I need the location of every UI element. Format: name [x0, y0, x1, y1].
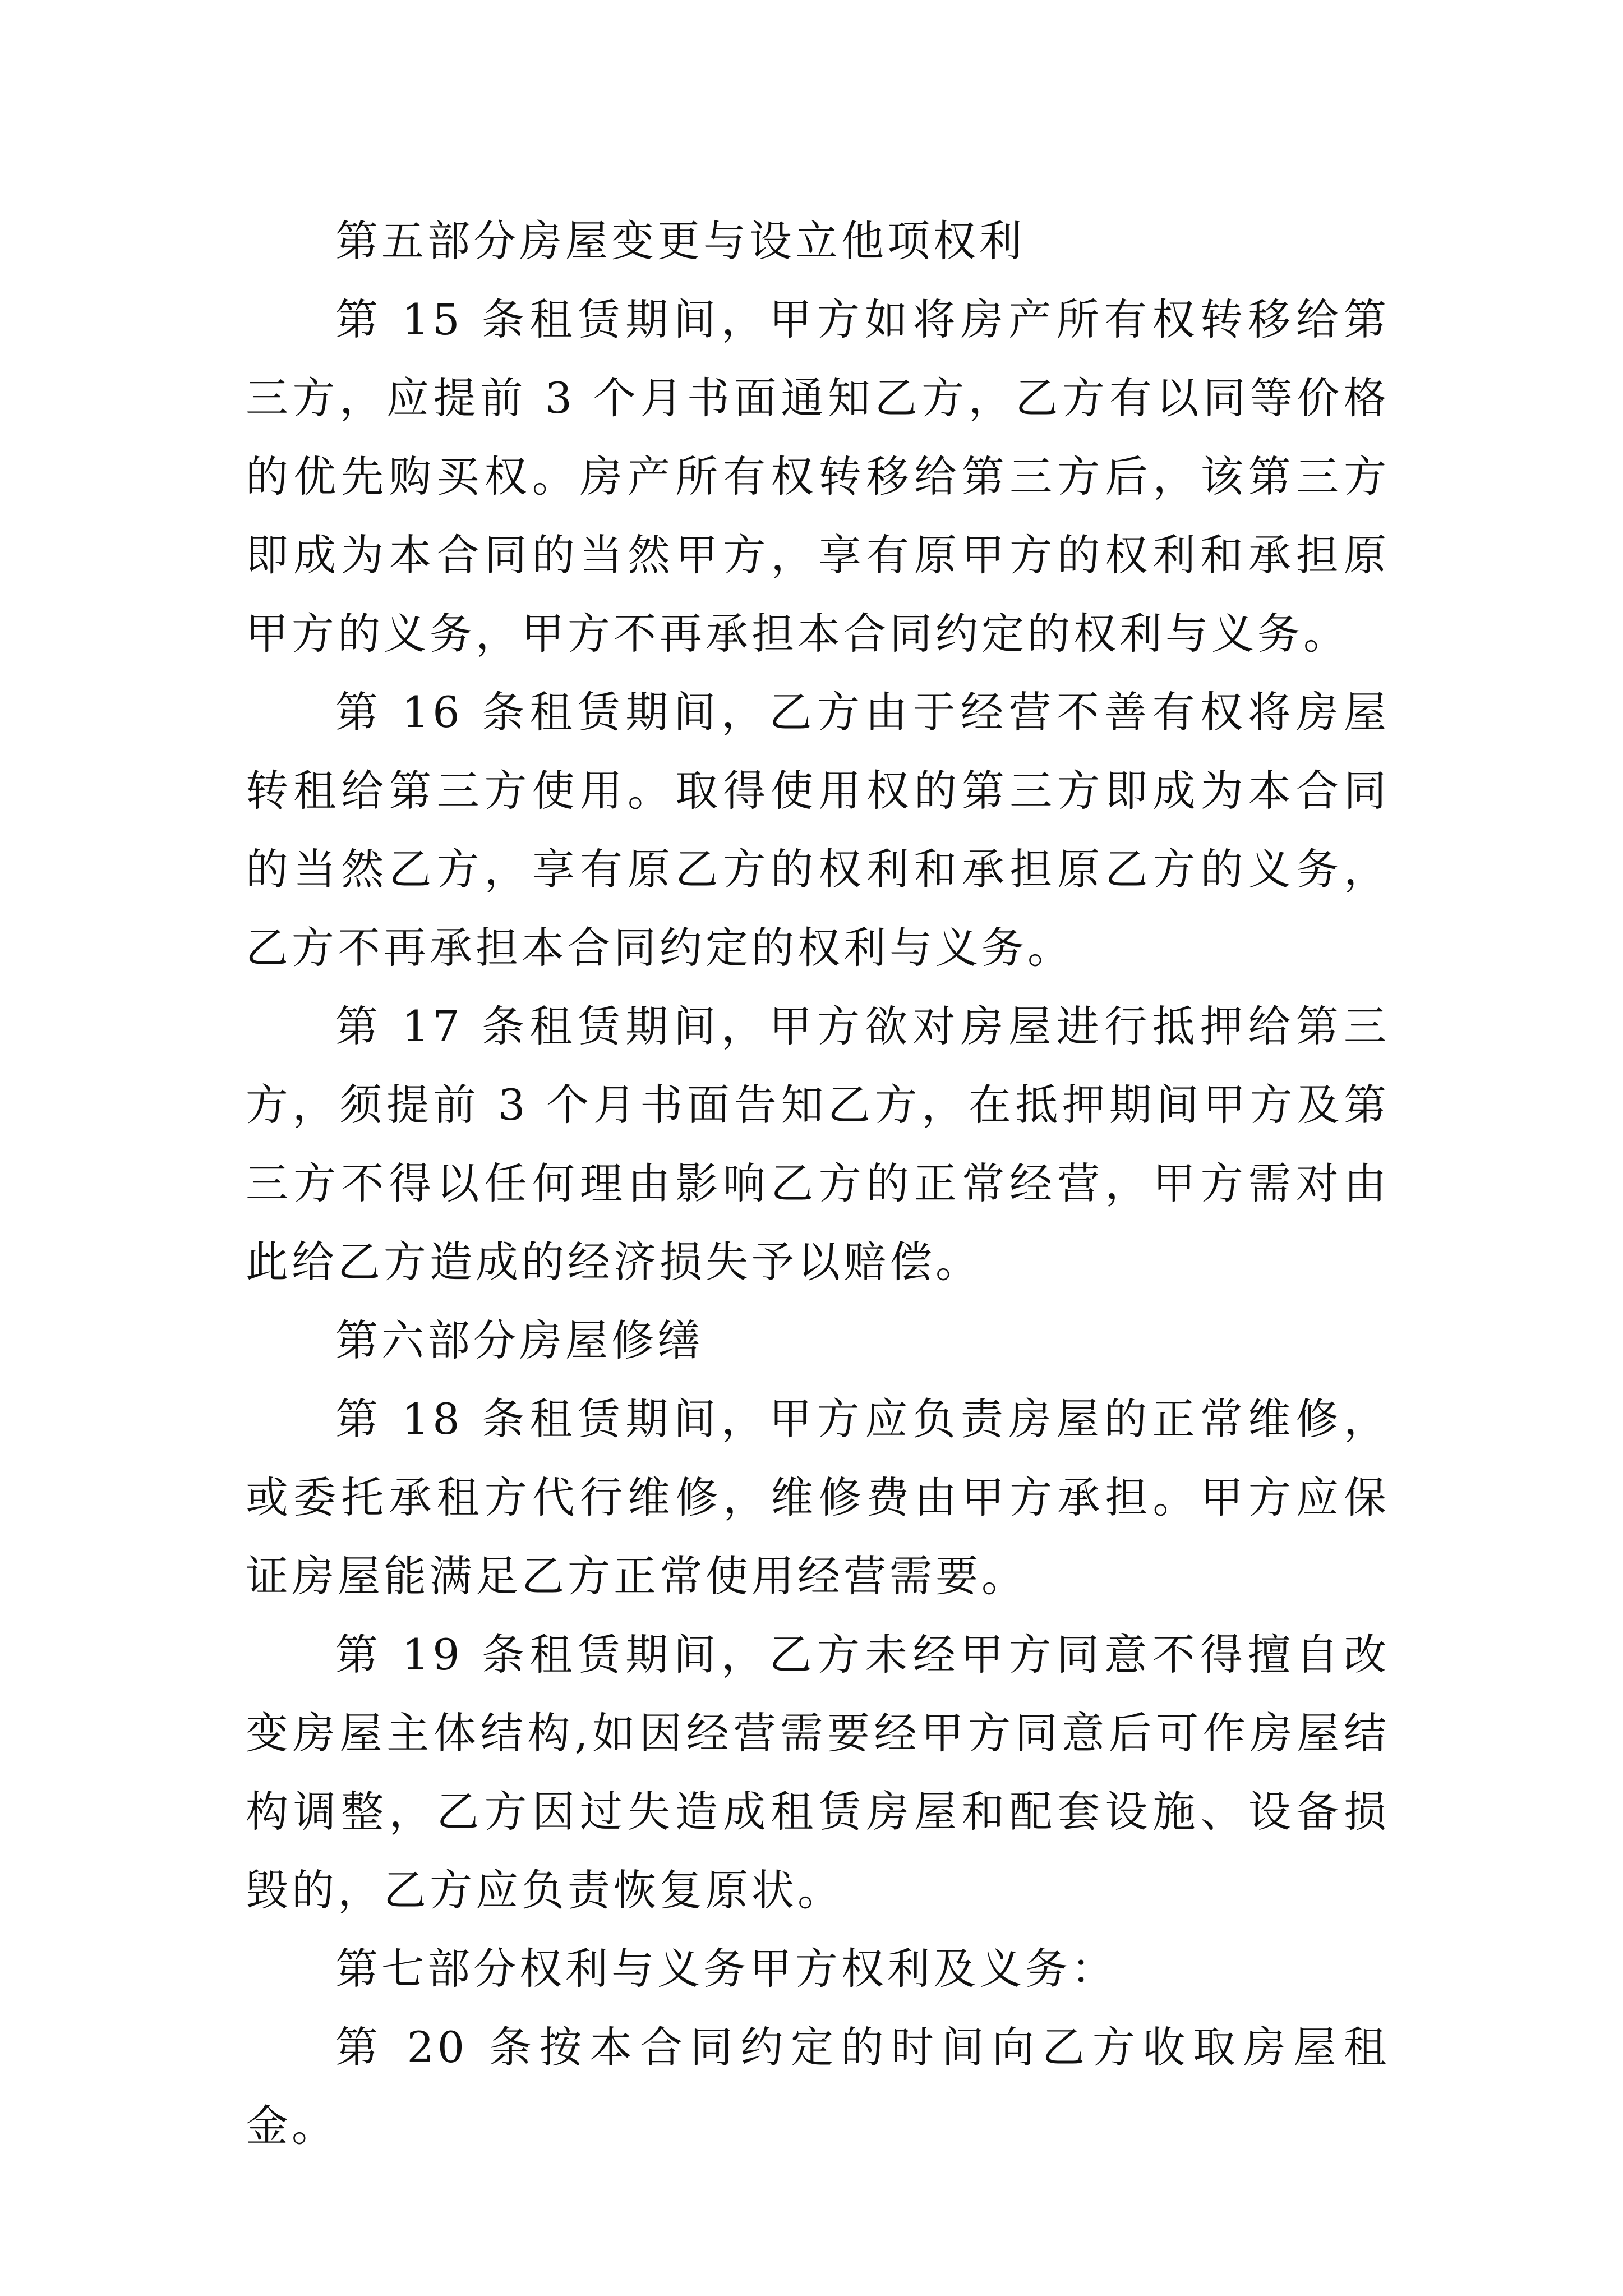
section-heading-part-7: 第七部分权利与义务甲方权利及义务： — [335, 1944, 1117, 1994]
clause-16: 第 16 条租赁期间，乙方由于经营不善有权将房屋转租给第三方使用。取得使用权的第三方即成为本合同的当然乙方，享有原乙方的权利和承担原乙方的义务，乙方不再承担本合同约定的权利与义务。 — [246, 687, 1390, 973]
section-heading-part-6: 第六部分房屋修缮 — [335, 1315, 703, 1365]
section-heading-part-5: 第五部分房屋变更与设立他项权利 — [335, 216, 1025, 266]
clause-20: 第 20 条按本合同约定的时间向乙方收取房屋租金。 — [246, 2022, 1390, 2151]
clause-17: 第 17 条租赁期间，甲方欲对房屋进行抵押给第三方，须提前 3 个月书面告知乙方，在抵押期间甲方及第三方不得以任何理由影响乙方的正常经营，甲方需对由此给乙方造成的经济损失予以赔偿。 — [246, 1001, 1390, 1287]
document-body — [246, 202, 1390, 2165]
clause-15: 第 15 条租赁期间，甲方如将房产所有权转移给第三方，应提前 3 个月书面通知乙方，乙方有以同等价格的优先购买权。房产所有权转移给第三方后，该第三方即成为本合同的当然甲方，享有原甲方的权利和承担原甲方的义务，甲方不再承担本合同约定的权利与义务。 — [246, 295, 1390, 659]
clause-19: 第 19 条租赁期间，乙方未经甲方同意不得擅自改变房屋主体结构,如因经营需要经甲方同意后可作房屋结构调整，乙方因过失造成租赁房屋和配套设施、设备损毁的，乙方应负责恢复原状。 — [246, 1630, 1390, 1915]
clause-18: 第 18 条租赁期间，甲方应负责房屋的正常维修，或委托承租方代行维修，维修费由甲方承担。甲方应保证房屋能满足乙方正常使用经营需要。 — [246, 1394, 1390, 1601]
